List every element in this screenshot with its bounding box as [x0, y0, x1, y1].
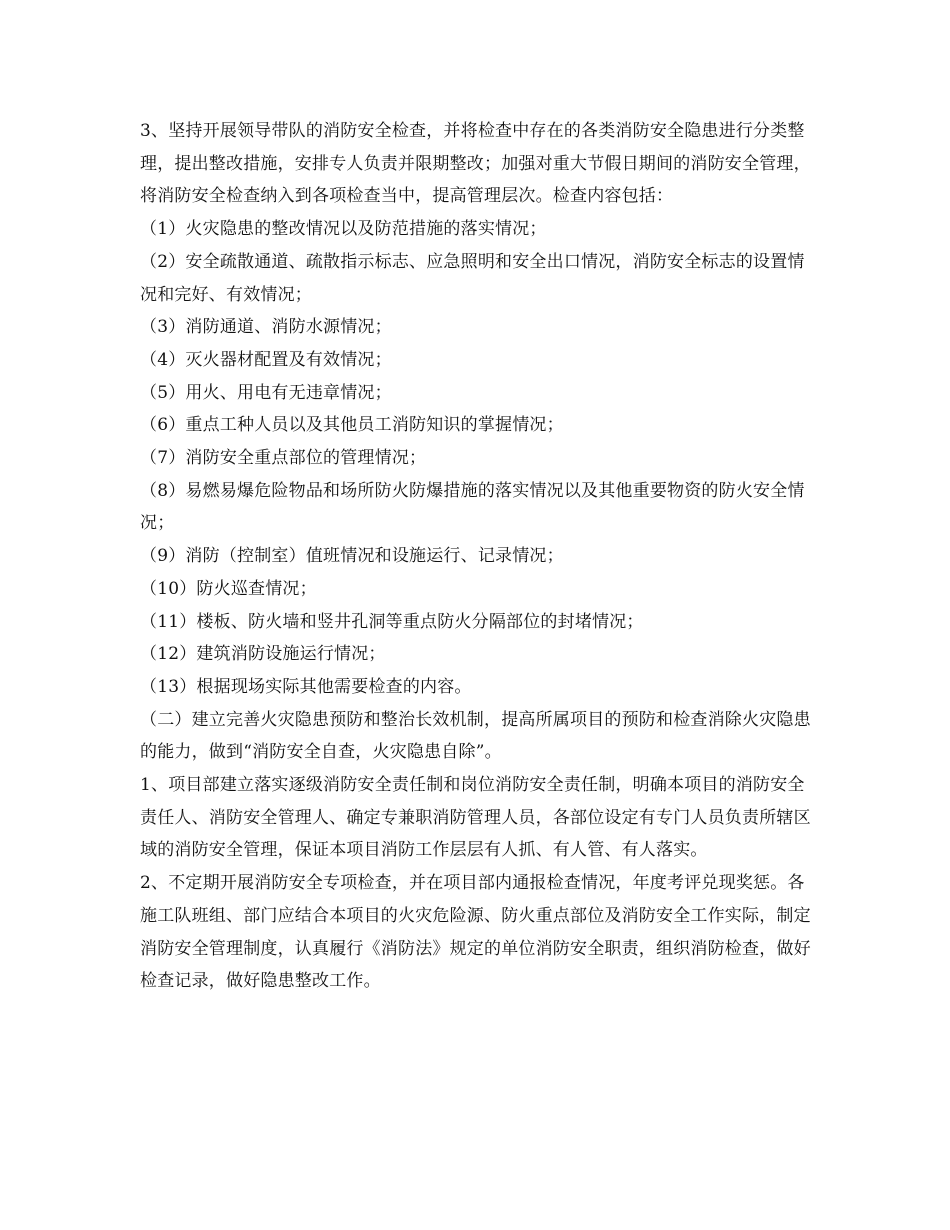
- list-item-13: （13）根据现场实际其他需要检查的内容。: [140, 676, 472, 697]
- list-item-7: （7）消防安全重点部位的管理情况；: [140, 448, 427, 469]
- list-item-12: （12）建筑消防设施运行情况；: [140, 644, 386, 665]
- list-item-2: （2）安全疏散通道、疏散指示标志、应急照明和安全出口情况，消防安全标志的设置情况和完好、有效情况；: [140, 251, 805, 305]
- list-item-10: （10）防火巡查情况；: [140, 578, 317, 599]
- list-item-6: （6）重点工种人员以及其他员工消防知识的掌握情况；: [140, 415, 564, 436]
- list-item-8: （8）易燃易爆危险物品和场所防火防爆措施的落实情况以及其他重要物资的防火安全情况；: [140, 480, 805, 534]
- paragraph-inspection-intro: 3、坚持开展领导带队的消防安全检查，并将检查中存在的各类消防安全隐患进行分类整理，提出整改措施，安排专人负责并限期整改；加强对重大节假日期间的消防安全管理，将消防安全检查纳入到各项检查当中，提高管理层次。检查内容包括：: [140, 121, 811, 207]
- list-item-3: （3）消防通道、消防水源情况；: [140, 317, 392, 338]
- paragraph-special-inspection: 2、不定期开展消防安全专项检查，并在项目部内通报检查情况，年度考评兑现奖惩。各施工队班组、部门应结合本项目的火灾危险源、防火重点部位及消防安全工作实际，制定消防安全管理制度，认真履行《消防法》规定的单位消防安全职责，组织消防检查，做好检查记录，做好隐患整改工作。: [140, 873, 811, 992]
- list-item-5: （5）用火、用电有无违章情况；: [140, 382, 392, 403]
- document-body: [140, 115, 820, 998]
- list-item-1: （1）火灾隐患的整改情况以及防范措施的落实情况；: [140, 219, 547, 240]
- section-heading-2: （二）建立完善火灾隐患预防和整治长效机制，提高所属项目的预防和检查消除火灾隐患的能力，做到“消防安全自查，火灾隐患自除”。: [140, 709, 811, 763]
- list-item-9: （9）消防（控制室）值班情况和设施运行、记录情况；: [140, 546, 564, 567]
- paragraph-responsibility: 1、项目部建立落实逐级消防安全责任制和岗位消防安全责任制，明确本项目的消防安全责任人、消防安全管理人、确定专兼职消防管理人员，各部位设定有专门人员负责所辖区域的消防安全管理，保证本项目消防工作层层有人抓、有人管、有人落实。: [140, 775, 811, 861]
- list-item-11: （11）楼板、防火墙和竖井孔洞等重点防火分隔部位的封堵情况；: [140, 611, 644, 632]
- list-item-4: （4）灭火器材配置及有效情况；: [140, 349, 392, 370]
